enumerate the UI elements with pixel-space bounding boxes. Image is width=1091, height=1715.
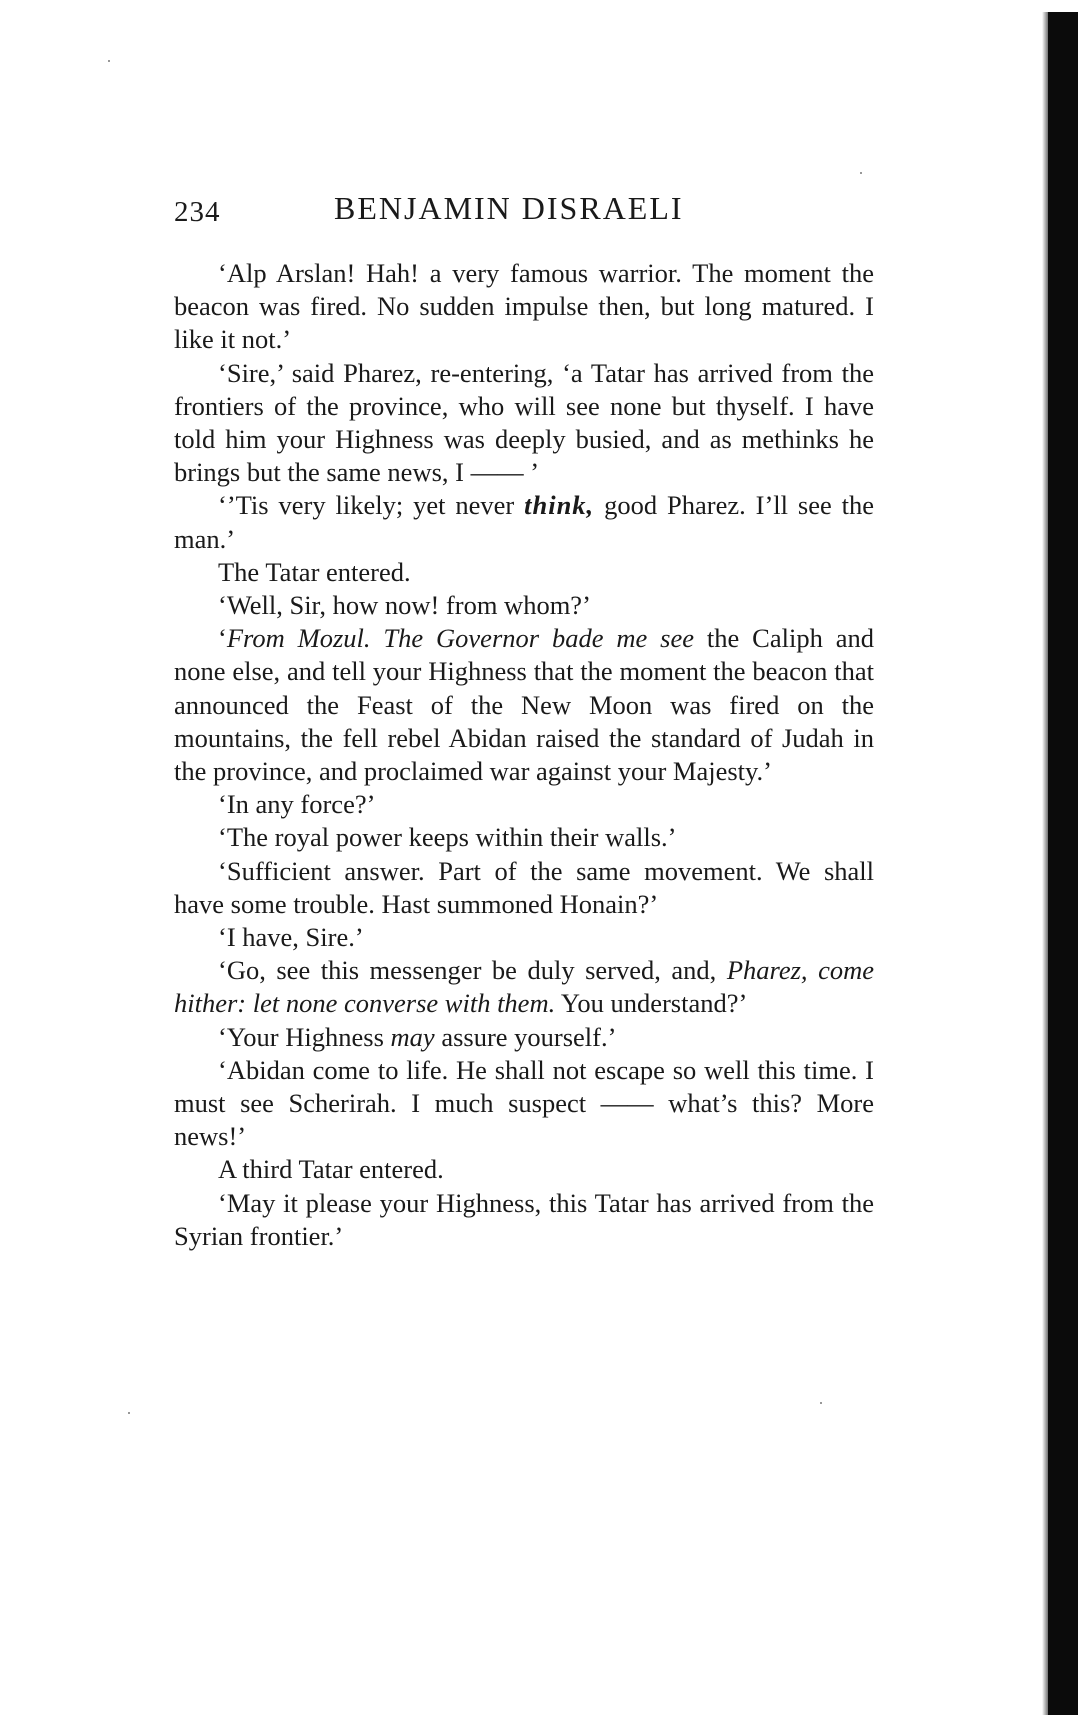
scan-speck: [820, 1402, 822, 1404]
scan-speck: [128, 1412, 130, 1414]
emphasis: think,: [524, 490, 595, 521]
page-header: [174, 190, 874, 240]
emphasis: Pharez, come hither: let none converse with them.: [174, 955, 874, 1019]
paragraph: ‘In any force?’: [218, 789, 376, 820]
paragraph: ‘Alp Arslan! Hah! a very famous warrior. The moment the beacon was fired. No sudden impulse then, but long matured. I like it not.’: [174, 258, 874, 355]
text-run: good Pharez. I’ll see the man.’: [174, 490, 875, 554]
scan-speck: [108, 60, 110, 62]
paragraph: [174, 1021, 874, 1054]
text-run: ‘’Tis very likely; yet never: [218, 490, 515, 521]
text-run: ‘: [218, 623, 227, 654]
paragraph: ‘May it please your Highness, this Tatar has arrived from the Syrian frontier.’: [174, 1187, 874, 1251]
paragraph: ‘Sufficient answer. Part of the same movement. We shall have some trouble. Hast summoned Honain?’: [174, 855, 874, 919]
paragraph: ‘I have, Sire.’: [218, 922, 364, 953]
paragraph: The Tatar entered.: [218, 556, 411, 587]
paragraph: ‘The royal power keeps within their walls.’: [218, 822, 677, 853]
page-number: 234: [174, 196, 221, 228]
paragraph: [174, 622, 874, 788]
scan-speck: [860, 172, 862, 174]
emphasis: may: [390, 1021, 435, 1052]
text-run: You understand?’: [555, 988, 748, 1019]
paragraph: ‘Sire,’ said Pharez, re-entering, ‘a Tatar has arrived from the frontiers of the province, who will see none but thyself. I have told him your Highness was deeply busied, and as methinks he brings but the same news, I —— ’: [174, 357, 874, 488]
emphasis: From Mozul. The Governor bade me see: [226, 623, 694, 654]
text-run: the Caliph and none else, and tell your Highness that the moment the beacon that announced the Feast of the New Moon was fired on the mountains, the fell rebel Abidan raised the standard of Judah in the province, and proclaimed war against your Majesty.’: [174, 623, 874, 787]
paragraph: [174, 954, 874, 1020]
paragraph: [174, 489, 874, 555]
running-head: BENJAMIN DISRAELI: [334, 190, 684, 226]
body-text: [174, 257, 874, 1253]
paragraph: ‘Abidan come to life. He shall not escape so well this time. I must see Scherirah. I much suspect —— what’s this? More news!’: [174, 1054, 874, 1152]
text-run: ‘Go, see this messenger be duly served, and,: [218, 955, 727, 986]
page-edge-shadow: [1048, 12, 1078, 1715]
text-run: assure yourself.’: [434, 1021, 617, 1052]
paragraph: ‘Well, Sir, how now! from whom?’: [218, 590, 591, 621]
text-run: ‘Your Highness: [218, 1021, 391, 1052]
paragraph: A third Tatar entered.: [218, 1154, 444, 1185]
